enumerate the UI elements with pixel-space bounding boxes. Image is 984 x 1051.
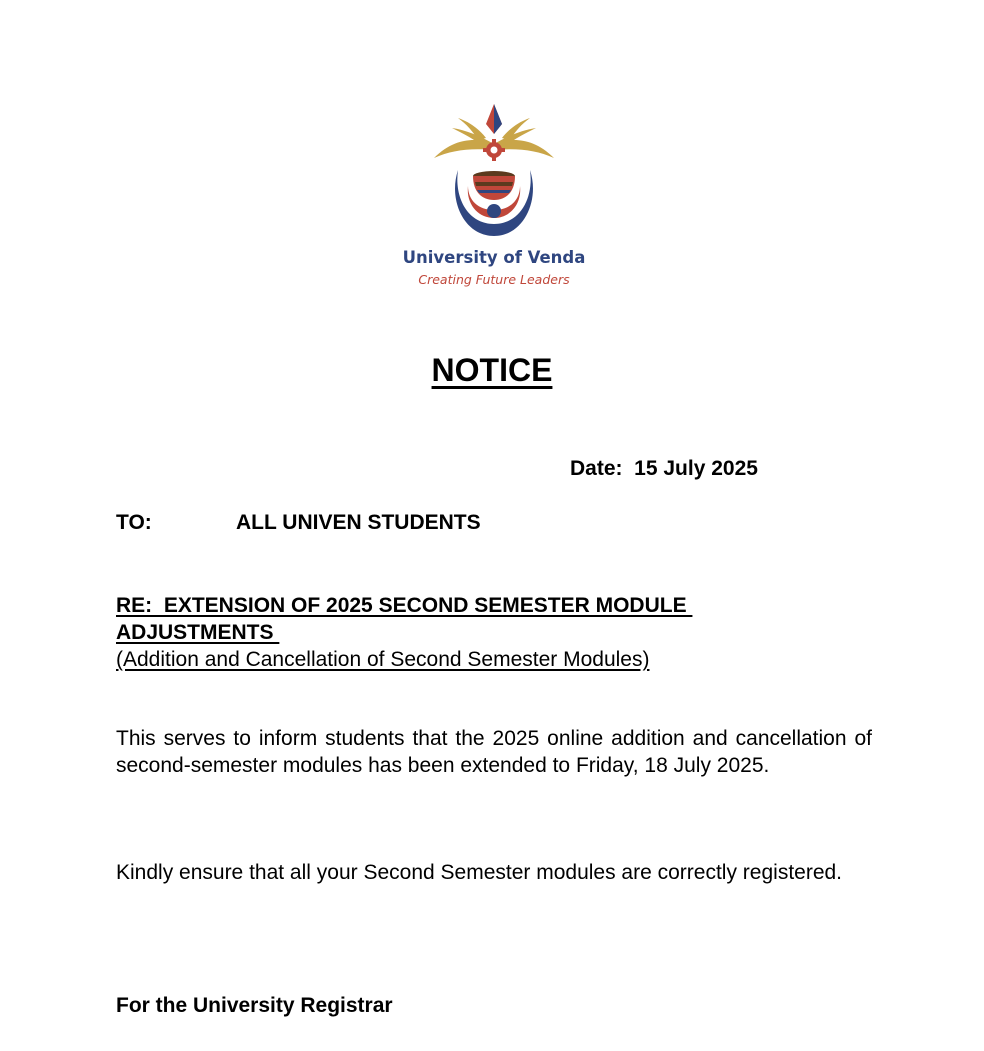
notice-title: NOTICE bbox=[431, 352, 553, 388]
university-name: University of Venda bbox=[402, 248, 586, 267]
recipient-value: ALL UNIVEN STUDENTS bbox=[236, 511, 481, 534]
subject-line-2: ADJUSTMENTS bbox=[116, 621, 280, 644]
signoff: For the University Registrar bbox=[116, 994, 393, 1017]
university-tagline: Creating Future Leaders bbox=[418, 272, 570, 287]
body-paragraph-1: This serves to inform students that the 2025 online addition and cancellation of second-semester modules has been extended to Friday, 18 July 2025. bbox=[116, 727, 872, 777]
subject-line-1: RE: EXTENSION OF 2025 SECOND SEMESTER MODULE bbox=[116, 594, 693, 617]
subject-subtitle: (Addition and Cancellation of Second Semester Modules) bbox=[116, 648, 650, 671]
body-paragraph-2: Kindly ensure that all your Second Semester modules are correctly registered. bbox=[116, 861, 843, 884]
recipient-label: TO: bbox=[116, 511, 152, 534]
university-crest-icon bbox=[430, 100, 558, 245]
university-logo bbox=[394, 100, 594, 295]
notice-date: Date: 15 July 2025 bbox=[570, 457, 758, 480]
subject-block bbox=[116, 592, 796, 673]
